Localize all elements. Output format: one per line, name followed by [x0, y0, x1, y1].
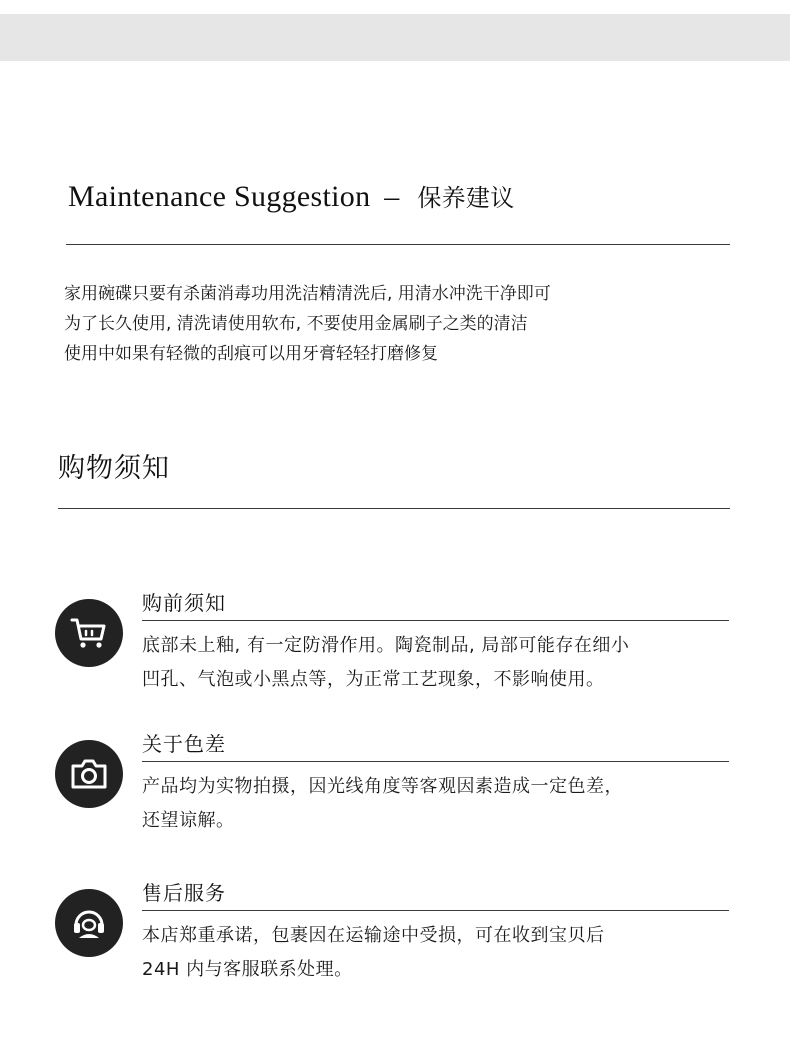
shopping-cart-icon [55, 599, 123, 667]
notice-heading: 关于色差 [142, 732, 226, 756]
top-banner-strip [0, 14, 790, 61]
notice-line: 24H 内与客服联系处理。 [142, 959, 353, 980]
notice-body [142, 629, 629, 697]
notice-line: 本店郑重承诺，包裹因在运输途中受损，可在收到宝贝后 [142, 925, 605, 946]
camera-icon [55, 740, 123, 808]
notice-heading: 售后服务 [142, 881, 226, 905]
maintenance-text [64, 279, 551, 369]
maintenance-title [68, 178, 515, 214]
notice-body [142, 919, 605, 987]
maintenance-title-en: Maintenance Suggestion [68, 180, 371, 213]
notice-heading-divider [142, 910, 729, 911]
notice-line: 底部未上釉, 有一定防滑作用。陶瓷制品, 局部可能存在细小 [142, 635, 630, 656]
maintenance-divider [66, 244, 730, 245]
maintenance-line: 使用中如果有轻微的刮痕可以用牙膏轻轻打磨修复 [64, 344, 438, 364]
customer-service-headset-icon [55, 889, 123, 957]
notice-heading: 购前须知 [142, 591, 226, 615]
maintenance-line: 家用碗碟只要有杀菌消毒功用洗洁精清洗后, 用清水冲洗干净即可 [64, 284, 551, 304]
maintenance-line: 为了长久使用, 清洗请使用软布, 不要使用金属刷子之类的清洁 [64, 314, 528, 334]
notice-heading-divider [142, 761, 729, 762]
shopping-divider [58, 508, 730, 509]
notice-body [142, 770, 623, 838]
maintenance-title-separator: – [384, 180, 400, 213]
notice-line: 凹孔、气泡或小黑点等，为正常工艺现象，不影响使用。 [142, 669, 605, 690]
shopping-notice-title: 购物须知 [58, 453, 170, 484]
notice-line: 产品均为实物拍摄，因光线角度等客观因素造成一定色差， [142, 776, 623, 797]
maintenance-title-cn: 保养建议 [417, 184, 515, 212]
notice-heading-divider [142, 620, 729, 621]
notice-line: 还望谅解。 [142, 810, 235, 831]
